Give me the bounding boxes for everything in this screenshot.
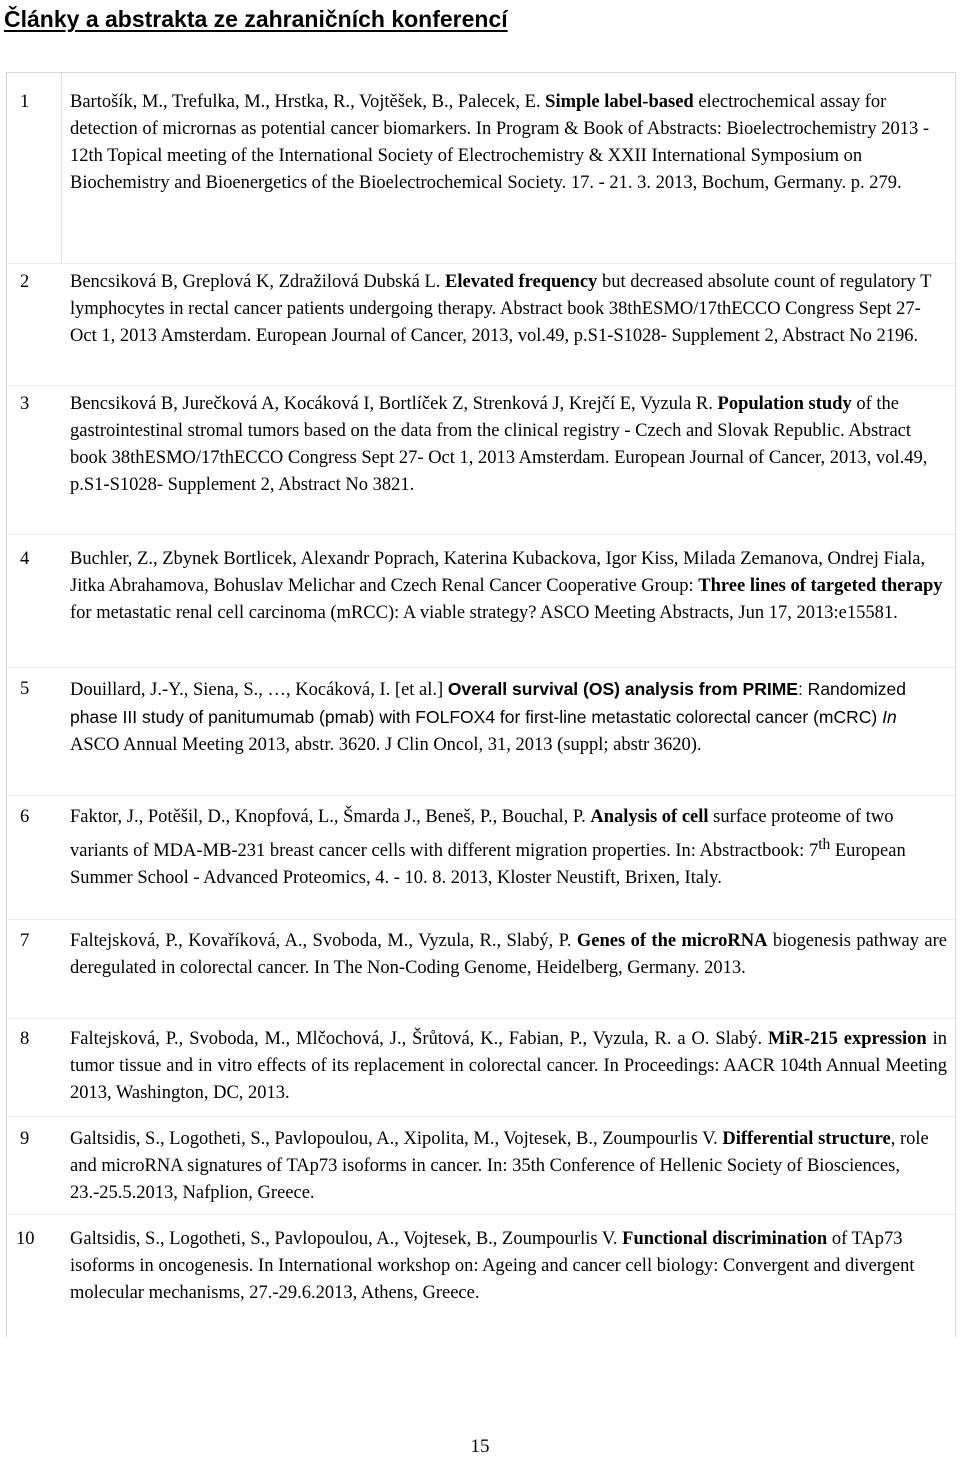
column-divider	[61, 73, 62, 263]
entry-number: 2	[20, 272, 30, 292]
entry-text: Douillard, J.-Y., Siena, S., …, Kocáková, I. [et al.] Overall survival (OS) analysis from PRIME: Randomized phase III study of panitumumab (pmab) with FOLFOX4 for first-line metastatic colorectal cancer (mCRC) In ASCO Annual Meeting 2013, abstr. 3620. J Clin Oncol, 31, 2013 (suppl; abstr 3620).	[70, 679, 906, 755]
row-divider	[7, 1116, 955, 1117]
entry-text: Faktor, J., Potěšil, D., Knopfová, L., Šmarda J., Beneš, P., Bouchal, P. Analysis of cell surface proteome of two variants of MDA-MB-231 breast cancer cells with different migration properties. In: Abstractbook: 7th European Summer School - Advanced Proteomics, 4. - 10. 8. 2013, Kloster Neustift, Brixen, Italy.	[70, 807, 906, 889]
entry-text: Buchler, Z., Zbynek Bortlicek, Alexandr Poprach, Katerina Kubackova, Igor Kiss, Milada Zemanova, Ondrej Fiala, Jitka Abrahamova, Bohuslav Melichar and Czech Renal Cancer Cooperative Group: Three lines of targeted therapy for metastatic renal cell carcinoma (mRCC): A viable strategy? ASCO Meeting Abstracts, Jun 17, 2013:e15581.	[70, 549, 943, 623]
entry-number: 4	[20, 549, 30, 569]
row-divider	[7, 795, 955, 796]
entry-text: Bencsiková B, Greplová K, Zdražilová Dubská L. Elevated frequency but decreased absolute count of regulatory T lymphocytes in rectal cancer patients undergoing therapy. Abstract book 38thESMO/17thECCO Congress Sept 27- Oct 1, 2013 Amsterdam. European Journal of Cancer, 2013, vol.49, p.S1-S1028- Supplement 2, Abstract No 2196.	[70, 272, 932, 346]
entry-number: 9	[20, 1129, 30, 1149]
entry-number: 10	[16, 1229, 35, 1249]
row-divider	[7, 385, 955, 386]
entry-number: 5	[20, 679, 30, 699]
entry-text: Bencsiková B, Jurečková A, Kocáková I, Bortlíček Z, Strenková J, Krejčí E, Vyzula R. Population study of the gastrointestinal stromal tumors based on the data from the clinical registry - Czech and Slovak Republic. Abstract book 38thESMO/17thECCO Congress Sept 27- Oct 1, 2013 Amsterdam. European Journal of Cancer, 2013, vol.49, p.S1-S1028- Supplement 2, Abstract No 3821.	[70, 394, 928, 495]
row-divider	[7, 534, 955, 535]
entry-text: Galtsidis, S., Logotheti, S., Pavlopoulou, A., Vojtesek, B., Zoumpourlis V. Functional discrimination of TAp73 isoforms in oncogenesis. In International workshop on: Ageing and cancer cell biology: Convergent and divergent molecular mechanisms, 27.-29.6.2013, Athens, Greece.	[70, 1229, 915, 1303]
row-divider	[7, 1018, 955, 1019]
entry-number: 1	[20, 92, 30, 112]
entry-number: 6	[20, 807, 30, 827]
row-divider	[7, 263, 955, 264]
page-title: Články a abstrakta ze zahraničních konferencí	[4, 6, 508, 32]
entry-text: Bartošík, M., Trefulka, M., Hrstka, R., Vojtěšek, B., Palecek, E. Simple label-based electrochemical assay for detection of micrornas as potential cancer biomarkers. In Program & Book of Abstracts: Bioelectrochemistry 2013 - 12th Topical meeting of the International Society of Electrochemistry & XXII International Symposium on Biochemistry and Bioenergetics of the Bioelectrochemical Society. 17. - 21. 3. 2013, Bochum, Germany. p. 279.	[70, 92, 929, 193]
entry-text: Faltejsková, P., Svoboda, M., Mlčochová, J., Šrůtová, K., Fabian, P., Vyzula, R. a O. Slabý. MiR-215 expression in tumor tissue and in vitro effects of its replacement in colorectal cancer. In Proceedings: AACR 104th Annual Meeting 2013, Washington, DC, 2013.	[70, 1029, 947, 1103]
row-divider	[7, 919, 955, 920]
entry-number: 3	[20, 394, 30, 414]
entry-text: Galtsidis, S., Logotheti, S., Pavlopoulou, A., Xipolita, M., Vojtesek, B., Zoumpourlis V. Differential structure, role and microRNA signatures of TAp73 isoforms in cancer. In: 35th Conference of Hellenic Society of Biosciences, 23.-25.5.2013, Nafplion, Greece.	[70, 1129, 929, 1203]
row-divider	[7, 667, 955, 668]
entry-number: 7	[20, 931, 30, 951]
page-number: 15	[470, 1436, 490, 1457]
entry-number: 8	[20, 1029, 30, 1049]
reference-table	[6, 72, 956, 1337]
row-divider	[7, 1214, 955, 1215]
entry-text: Faltejsková, P., Kovaříková, A., Svoboda, M., Vyzula, R., Slabý, P. Genes of the microRNA biogenesis pathway are deregulated in colorectal cancer. In The Non-Coding Genome, Heidelberg, Germany. 2013.	[70, 931, 948, 978]
